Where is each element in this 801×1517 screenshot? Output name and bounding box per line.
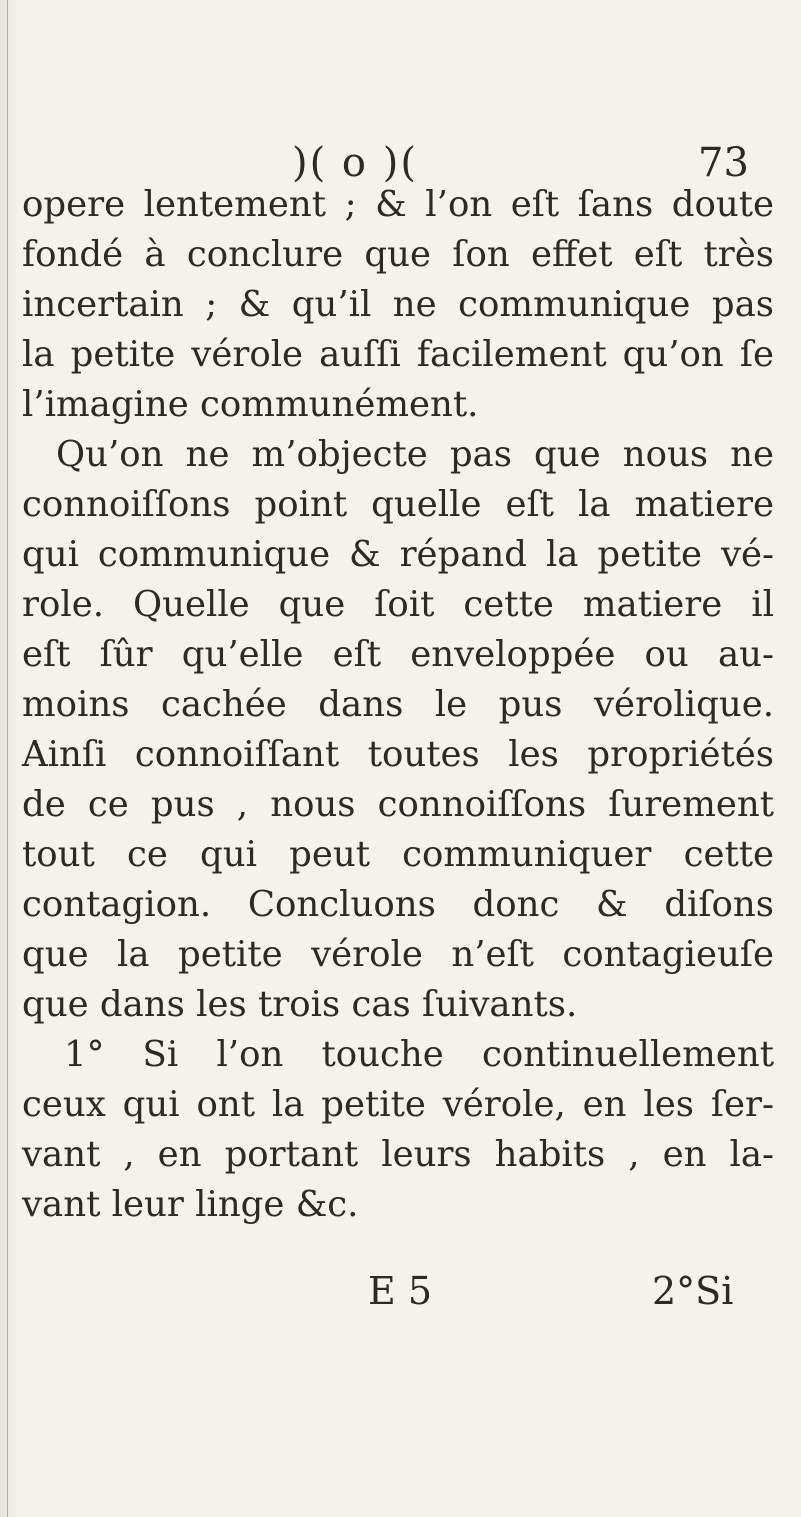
text-line: Ainſi connoiſſant toutes les propriétés (22, 734, 774, 775)
text-line: qui communique & répand la petite vé- (22, 534, 774, 575)
header-ornament: )( o )( (292, 140, 418, 186)
text-line: vant , en portant leurs habits , en la- (22, 1134, 774, 1175)
text-line: incertain ; & qu’il ne communique pas (22, 284, 774, 325)
text-line: fondé à conclure que ſon effet eſt très (22, 234, 774, 275)
text-line: Qu’on ne m’objecte pas que nous ne (56, 434, 774, 475)
signature-mark: E 5 (368, 1269, 432, 1313)
text-line: 1° Si l’on touche continuellement (64, 1034, 774, 1075)
text-line: la petite vérole auſſi facilement qu’on ſe (22, 334, 774, 375)
text-line: ceux qui ont la petite vérole, en les ſer- (22, 1084, 774, 1125)
text-line: role. Quelle que ſoit cette matiere il (22, 584, 774, 625)
catchword: 2°Si (652, 1269, 734, 1313)
text-line: de ce pus , nous connoiſſons ſurement (22, 784, 774, 825)
text-line: moins cachée dans le pus vérolique. (22, 684, 774, 725)
text-line: vant leur linge &c. (22, 1184, 359, 1225)
page-number: 73 (698, 140, 749, 186)
text-line: tout ce qui peut communiquer cette (22, 834, 774, 875)
running-head (0, 140, 801, 186)
text-line: contagion. Concluons donc & diſons (22, 884, 774, 925)
text-line: connoiſſons point quelle eſt la matiere (22, 484, 774, 525)
text-line: opere lentement ; & l’on eſt ſans doute (22, 184, 774, 225)
page-footer (0, 1266, 801, 1316)
text-line: eſt ſûr qu’elle eſt enveloppée ou au- (22, 634, 774, 675)
body-text (22, 180, 774, 1230)
text-line: l’imagine communément. (22, 384, 479, 425)
text-line: que la petite vérole n’eſt contagieuſe (22, 934, 774, 975)
text-line: que dans les trois cas ſuivants. (22, 984, 578, 1025)
